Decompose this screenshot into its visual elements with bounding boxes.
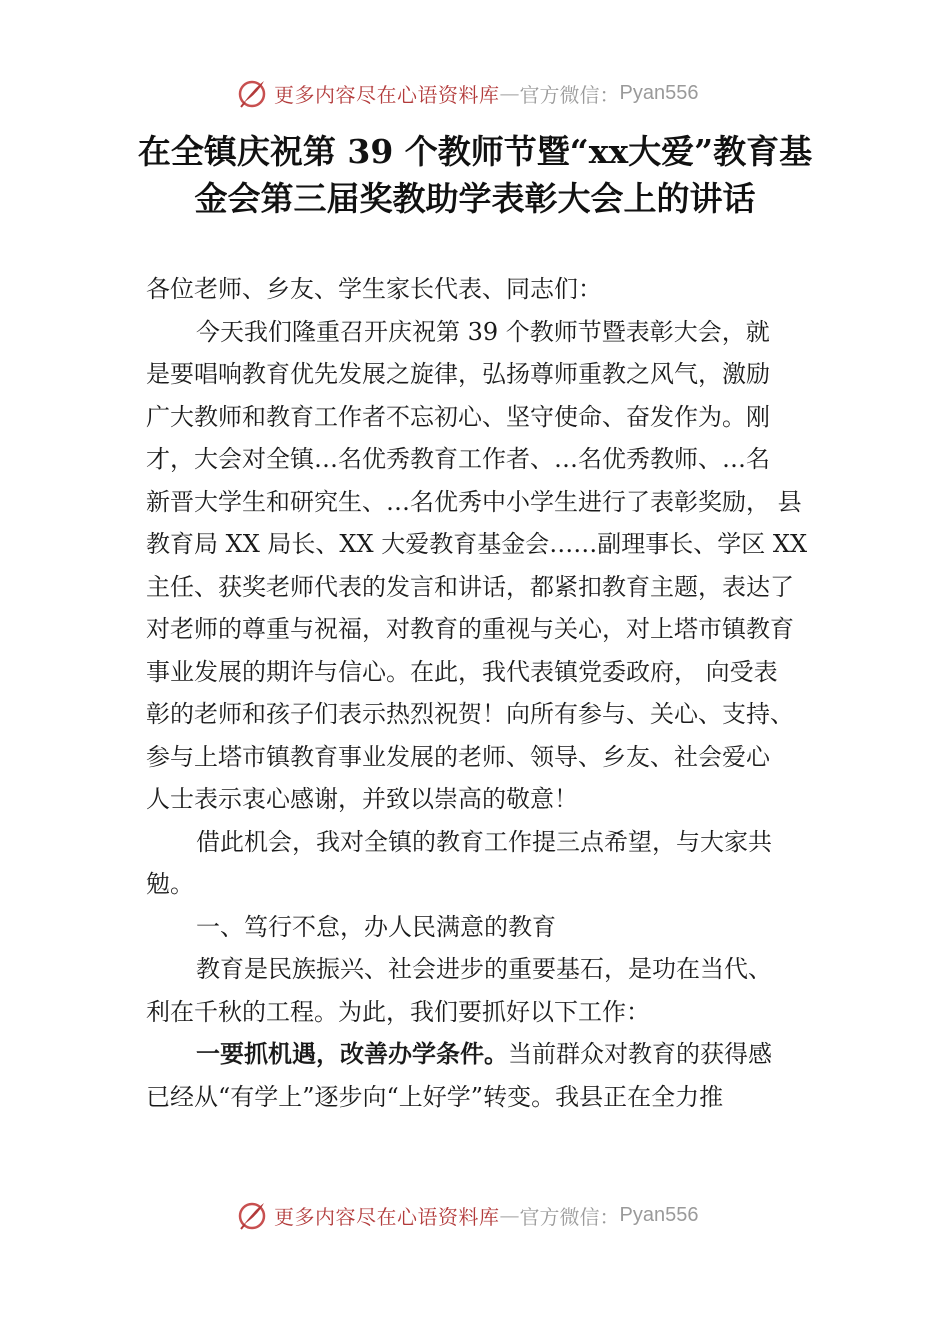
paragraph-line: 对老师的尊重与祝福，对教育的重视与关心，对上塔市镇教育 [146, 615, 794, 643]
paragraph-line: 参与上塔市镇教育事业发展的老师、领导、乡友、社会爱心 [146, 742, 770, 771]
paragraph-line: 新晋大学生和研究生、…名优秀中小学生进行了表彰奖励， 县 [146, 487, 802, 516]
section-heading-1: 一、笃行不怠，办人民满意的教育 [196, 912, 556, 941]
feather-logo-icon [236, 77, 268, 109]
feather-logo-icon [236, 1199, 268, 1231]
paragraph-4 [146, 1033, 816, 1118]
watermark-text: 更多内容尽在心语资料库 [274, 1204, 500, 1229]
watermark-footer [236, 1195, 698, 1235]
paragraph-line: 已经从“有学上”逐步向“上好学”转变。我县正在全力推 [146, 1082, 724, 1111]
paragraph-line: 才，大会对全镇…名优秀教育工作者、…名优秀教师、…名 [146, 445, 770, 473]
paragraph-line: 教育局 XX 局长、XX 大爱教育基金会……副理事长、学区 XX [146, 530, 808, 558]
document-title [128, 128, 822, 222]
paragraph-line: 利在千秋的工程。为此，我们要抓好以下工作： [146, 997, 650, 1026]
paragraph-2 [146, 821, 816, 906]
paragraph-line: 借此机会，我对全镇的教育工作提三点希望，与大家共 [196, 827, 772, 856]
paragraph-3 [146, 948, 816, 1033]
watermark-text: 更多内容尽在心语资料库 [274, 82, 500, 107]
paragraph-line: 彰的老师和孩子们表示热烈祝贺！向所有参与、关心、支持、 [146, 700, 794, 728]
paragraph-line: 是要唱响教育优先发展之旋律，弘扬尊师重教之风气，激励 [146, 360, 770, 388]
watermark-wechat-label: 官方微信： [519, 82, 620, 107]
bold-lead-phrase: 一要抓机遇，改善办学条件。 [196, 1040, 508, 1068]
watermark-wechat-label: 官方微信： [519, 1204, 620, 1229]
paragraph-line: 勉。 [146, 870, 194, 898]
title-line-1: 在全镇庆祝第 39 个教师节暨“xx大爱”教育基 [137, 132, 813, 171]
paragraph-line: 事业发展的期许与信心。在此，我代表镇党委政府， 向受表 [146, 657, 778, 686]
paragraph-line: 主任、获奖老师代表的发言和讲话，都紧扣教育主题，表达了 [146, 572, 794, 601]
watermark-wechat-id: Pyan556 [619, 1203, 699, 1226]
paragraph-line: 今天我们隆重召开庆祝第 39 个教师节暨表彰大会，就 [196, 317, 770, 346]
watermark-header [236, 73, 698, 113]
document-body [146, 268, 816, 1118]
paragraph-line: 人士表示衷心感谢，并致以崇高的敬意！ [146, 785, 578, 813]
paragraph-text: 当前群众对教育的获得感 [508, 1040, 772, 1068]
watermark-separator: — [499, 1203, 520, 1227]
paragraph-line: 教育是民族振兴、社会进步的重要基石，是功在当代、 [196, 955, 772, 983]
salutation: 各位老师、乡友、学生家长代表、同志们： [146, 275, 602, 303]
title-line-2: 金会第三届奖教助学表彰大会上的讲话 [194, 179, 756, 218]
watermark-separator: — [499, 81, 520, 105]
watermark-wechat-id: Pyan556 [619, 81, 699, 104]
paragraph-line: 广大教师和教育工作者不忘初心、坚守使命、奋发作为。刚 [146, 402, 770, 431]
paragraph-line [146, 1033, 816, 1076]
paragraph-1 [146, 311, 816, 821]
